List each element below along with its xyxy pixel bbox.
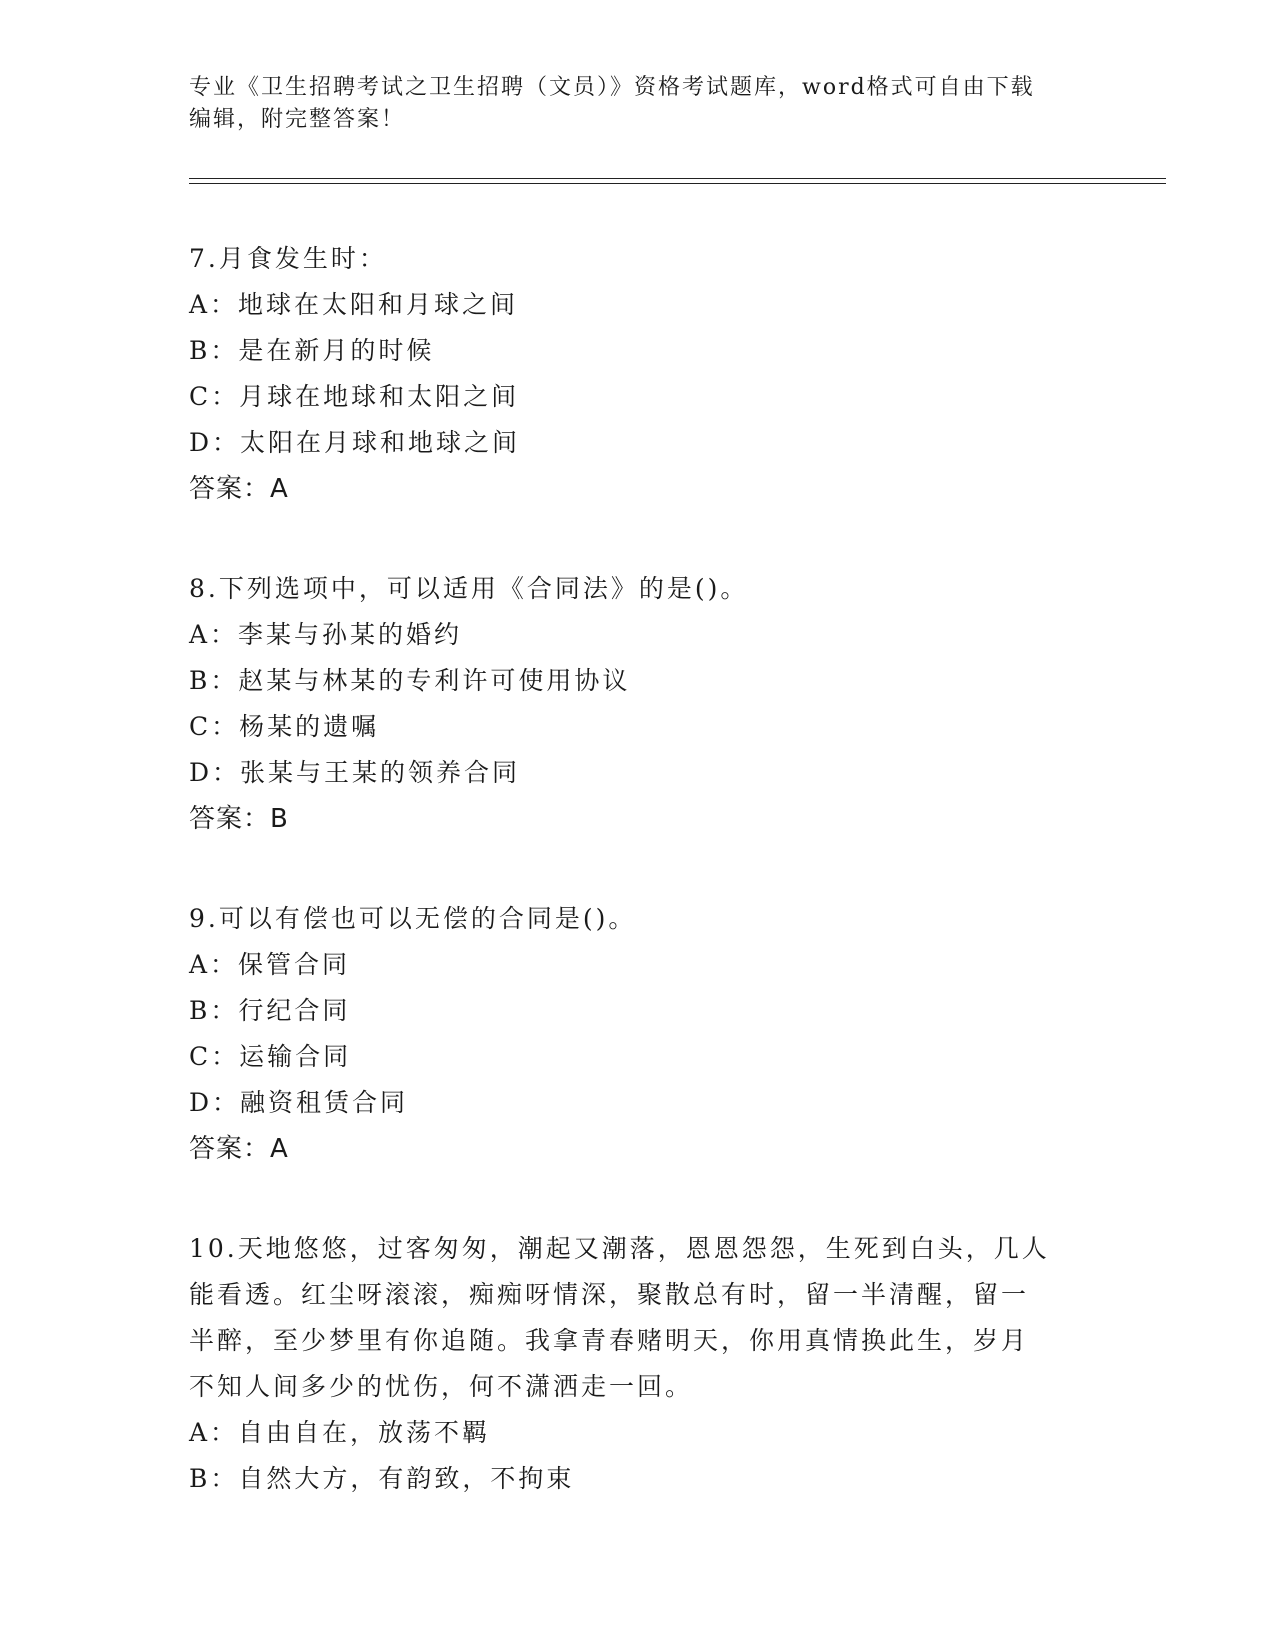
header-divider-bottom bbox=[189, 183, 1166, 184]
option-c: C：月球在地球和太阳之间 bbox=[189, 382, 520, 411]
header-line-2: 编辑，附完整答案！ bbox=[189, 107, 406, 132]
option-d: D：张某与王某的领养合同 bbox=[189, 758, 521, 787]
option-b: B：赵某与林某的专利许可使用协议 bbox=[189, 666, 631, 695]
option-b: B：是在新月的时候 bbox=[189, 336, 435, 365]
option-c: C：杨某的遗嘱 bbox=[189, 712, 380, 741]
answer-label: 答案：A bbox=[189, 1134, 289, 1164]
option-a: A：李某与孙某的婚约 bbox=[189, 620, 463, 649]
question-stem-line-3: 半醉，至少梦里有你追随。我拿青春赌明天，你用真情换此生，岁月 bbox=[189, 1326, 1030, 1355]
option-a: A：自由自在，放荡不羁 bbox=[189, 1418, 491, 1447]
question-stem-line-4: 不知人间多少的忧伤，何不潇洒走一回。 bbox=[189, 1372, 694, 1401]
header-line-1: 专业《卫生招聘考试之卫生招聘（文员）》资格考试题库，word格式可自由下载 bbox=[189, 75, 1035, 100]
option-b: B：行纪合同 bbox=[189, 996, 351, 1025]
option-a: A：地球在太阳和月球之间 bbox=[189, 290, 519, 319]
question-7 bbox=[189, 236, 1089, 512]
document-header bbox=[189, 72, 1089, 136]
question-9 bbox=[189, 896, 1089, 1172]
option-c: C：运输合同 bbox=[189, 1042, 352, 1071]
option-b: B：自然大方，有韵致，不拘束 bbox=[189, 1464, 575, 1493]
question-stem: 9.可以有偿也可以无偿的合同是()。 bbox=[189, 904, 637, 933]
question-stem-line-1: 10.天地悠悠，过客匆匆，潮起又潮落，恩恩怨怨，生死到白头，几人 bbox=[189, 1234, 1050, 1263]
option-a: A：保管合同 bbox=[189, 950, 351, 979]
question-list bbox=[189, 236, 1089, 1502]
question-stem: 7.月食发生时： bbox=[189, 244, 387, 273]
answer-label: 答案：A bbox=[189, 474, 289, 504]
answer-label: 答案：B bbox=[189, 804, 289, 834]
option-d: D：融资租赁合同 bbox=[189, 1088, 409, 1117]
question-stem: 8.下列选项中，可以适用《合同法》的是()。 bbox=[189, 574, 749, 603]
header-divider-top bbox=[189, 178, 1166, 179]
question-stem-line-2: 能看透。红尘呀滚滚，痴痴呀情深，聚散总有时，留一半清醒，留一 bbox=[189, 1280, 1030, 1309]
question-8 bbox=[189, 566, 1089, 842]
question-10 bbox=[189, 1226, 1089, 1502]
option-d: D：太阳在月球和地球之间 bbox=[189, 428, 521, 457]
